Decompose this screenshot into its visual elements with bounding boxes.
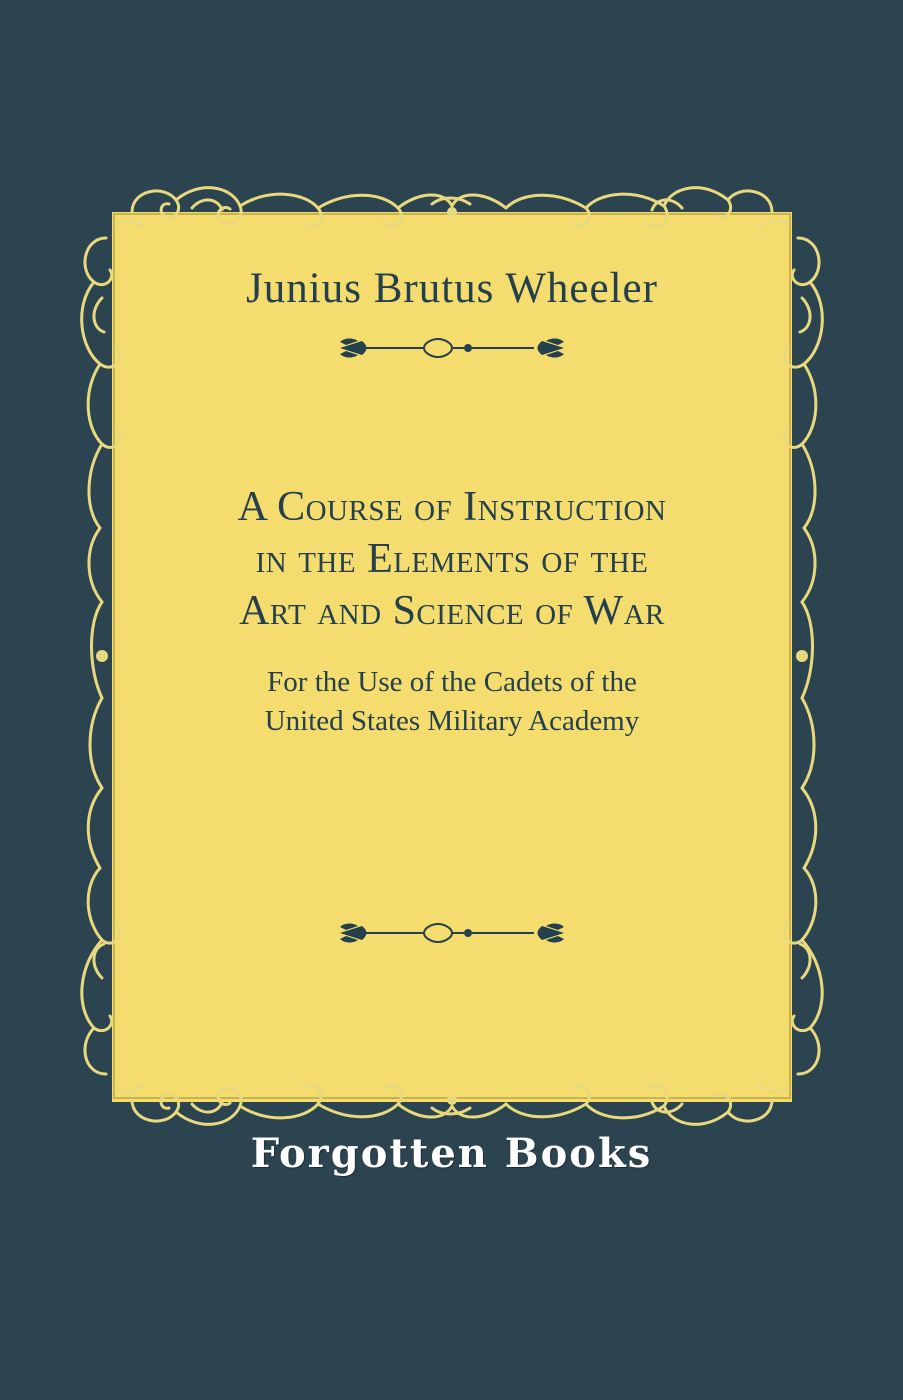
title-line-3: Art and Science of War [239,588,665,635]
book-title [152,481,752,637]
fleuron-divider-bottom-icon [332,922,572,944]
fleuron-divider-top-icon [332,337,572,359]
book-subtitle [152,663,752,741]
cover-text-block [112,212,792,1102]
subtitle-line-2: United States Military Academy [264,705,640,738]
title-line-1: A Course of Instruction [237,484,667,530]
publisher-name: Forgotten Books [250,1130,653,1177]
subtitle-line-1: For the Use of the Cadets of the [267,666,637,699]
title-line-2: in the Elements of the [255,536,649,583]
author-name: Junius Brutus Wheeler [246,265,658,312]
publisher-imprint [0,1130,903,1177]
